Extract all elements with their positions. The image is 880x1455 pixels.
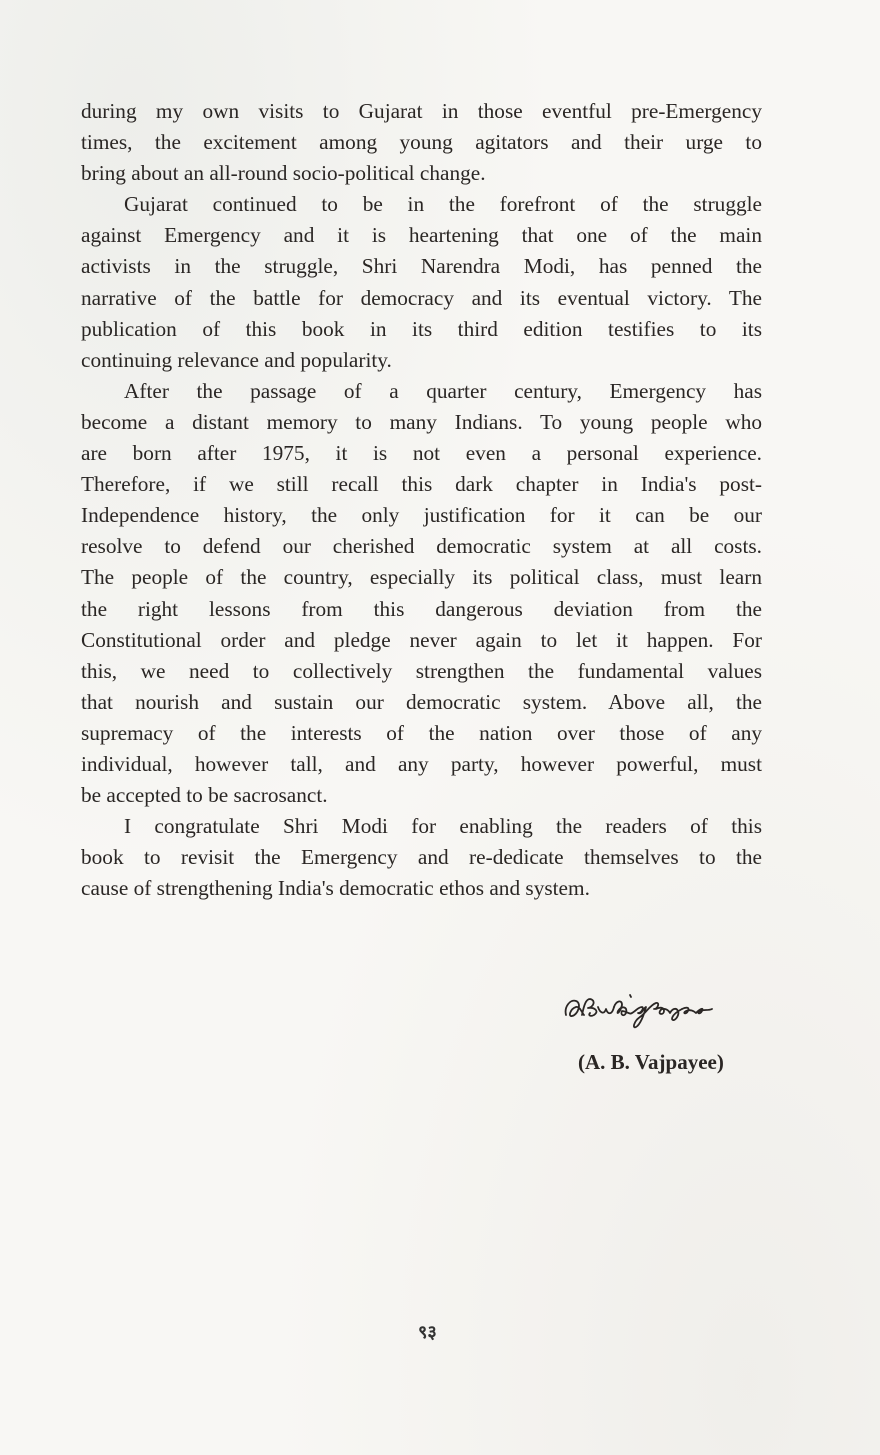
text-line: book to revisit the Emergency and re-dedicate themselves to the bbox=[81, 845, 762, 870]
signature-icon bbox=[560, 985, 770, 1031]
paragraph bbox=[81, 376, 762, 811]
text-line: activists in the struggle, Shri Narendra Modi, has penned the bbox=[81, 254, 762, 279]
text-line: resolve to defend our cherished democratic system at all costs. bbox=[81, 534, 762, 559]
handwritten-signature bbox=[560, 985, 770, 1031]
text-line: publication of this book in its third edition testifies to its bbox=[81, 316, 762, 341]
text-line: continuing relevance and popularity. bbox=[81, 347, 392, 372]
paragraph bbox=[81, 96, 762, 189]
text-line: After the passage of a quarter century, Emergency has bbox=[124, 378, 762, 403]
text-line: The people of the country, especially its political class, must learn bbox=[81, 565, 762, 590]
text-line: Gujarat continued to be in the forefront of the struggle bbox=[124, 192, 762, 217]
paragraph bbox=[81, 189, 762, 376]
text-line: be accepted to be sacrosanct. bbox=[81, 783, 328, 808]
page-number: ९३ bbox=[418, 1322, 437, 1343]
text-line: Constitutional order and pledge never again to let it happen. For bbox=[81, 627, 762, 652]
text-line: individual, however tall, and any party, however powerful, must bbox=[81, 751, 762, 776]
text-line: are born after 1975, it is not even a personal experience. bbox=[81, 441, 762, 466]
text-line: supremacy of the interests of the nation over those of any bbox=[81, 720, 762, 745]
text-line: times, the excitement among young agitators and their urge to bbox=[81, 130, 762, 155]
text-line: become a distant memory to many Indians. To young people who bbox=[81, 409, 762, 434]
text-line: Therefore, if we still recall this dark chapter in India's post- bbox=[81, 472, 762, 497]
body-text bbox=[81, 96, 762, 904]
text-line: narrative of the battle for democracy and its eventual victory. The bbox=[81, 285, 762, 310]
text-line: during my own visits to Gujarat in those eventful pre-Emergency bbox=[81, 99, 762, 123]
text-line: this, we need to collectively strengthen the fundamental values bbox=[81, 658, 762, 683]
text-line: bring about an all-round socio-political change. bbox=[81, 161, 486, 186]
text-line: I congratulate Shri Modi for enabling the readers of this bbox=[124, 814, 762, 839]
text-line: Independence history, the only justification for it can be our bbox=[81, 503, 762, 528]
paragraph bbox=[81, 811, 762, 904]
text-line: against Emergency and it is heartening that one of the main bbox=[81, 223, 762, 248]
text-line: cause of strengthening India's democratic ethos and system. bbox=[81, 876, 590, 901]
text-line: the right lessons from this dangerous deviation from the bbox=[81, 596, 762, 621]
text-line: that nourish and sustain our democratic system. Above all, the bbox=[81, 689, 762, 714]
signatory-name: (A. B. Vajpayee) bbox=[578, 1050, 724, 1074]
